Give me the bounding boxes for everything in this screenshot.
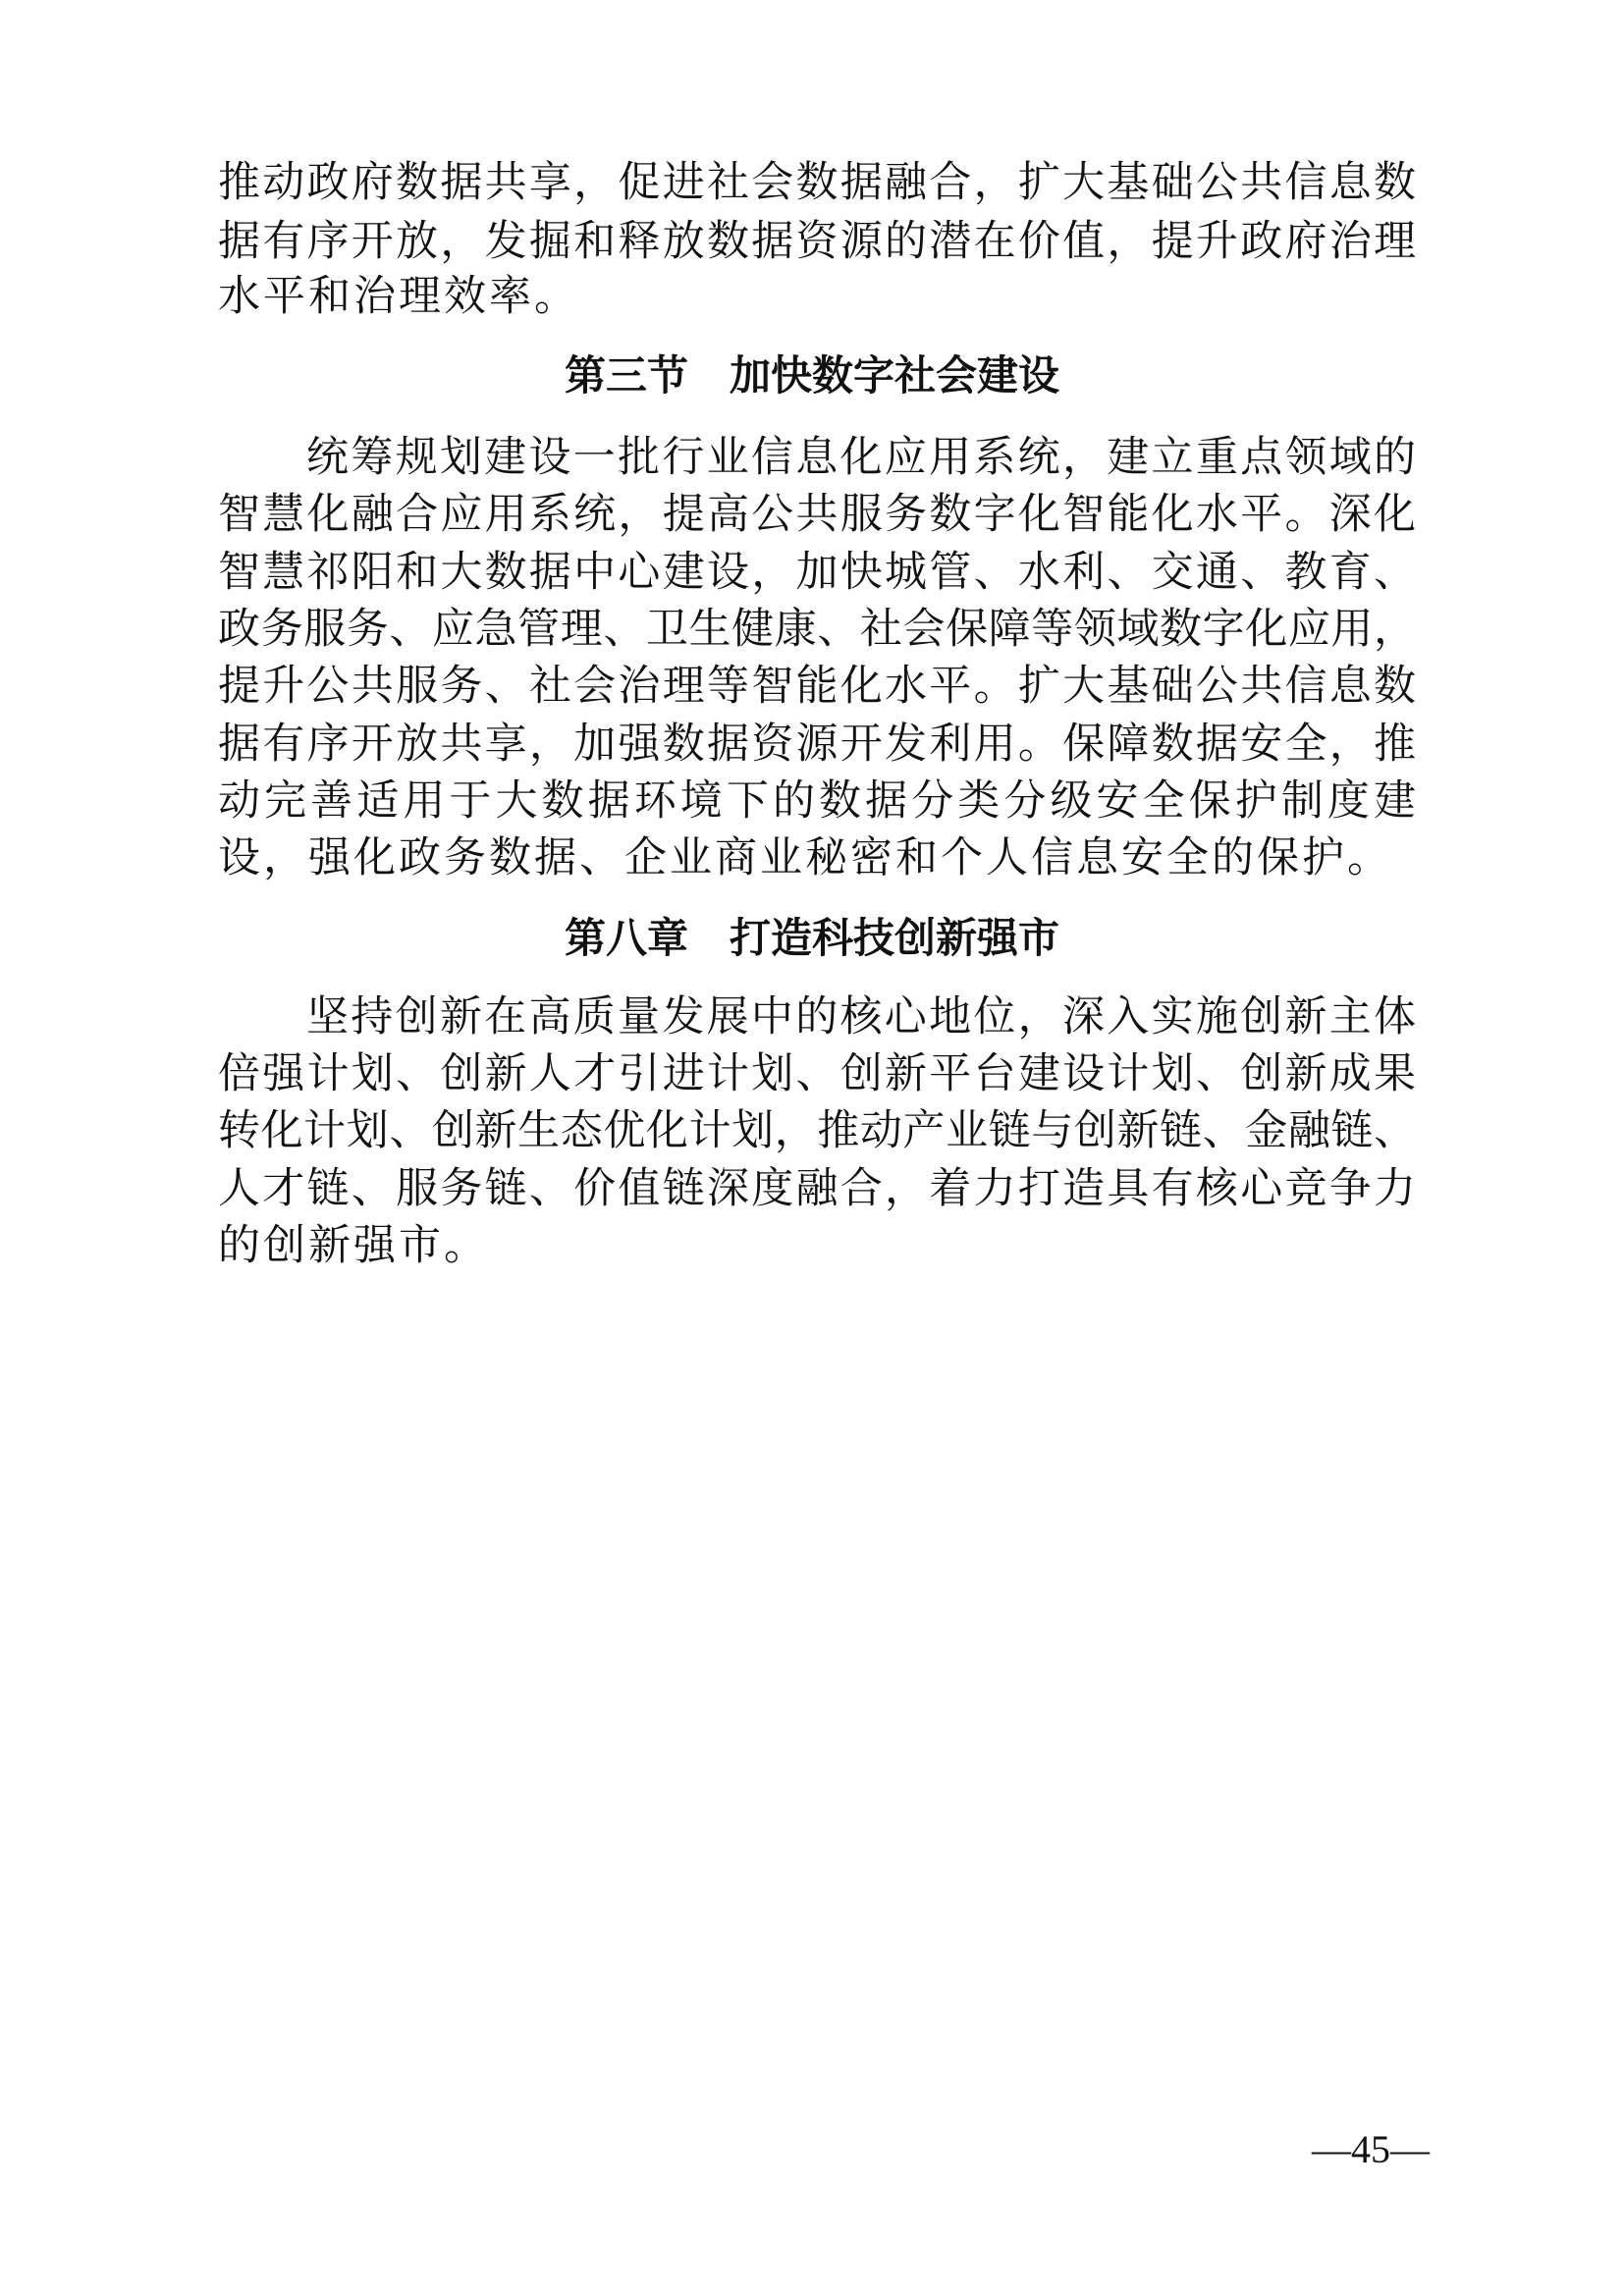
paragraph-line: 设，强化政务数据、企业商业秘密和个人信息安全的保护。 [218,833,1392,882]
paragraph-line: 人才链、服务链、价值链深度融合，着力打造具有核心竞争力 [218,1164,1416,1213]
paragraph-line: 转化计划、创新生态优化计划，推动产业链与创新链、金融链、 [218,1106,1416,1155]
paragraph-line: 据有序开放共享，加强数据资源开发利用。保障数据安全，推 [218,720,1416,769]
paragraph-line: 提升公共服务、社会治理等智能化水平。扩大基础公共信息数 [218,662,1416,711]
paragraph-line: 动完善适用于大数据环境下的数据分类分级安全保护制度建 [218,776,1416,826]
paragraph-line: 水平和治理效率。 [218,272,579,321]
paragraph-line: 政务服务、应急管理、卫生健康、社会保障等领域数字化应用， [218,605,1416,654]
paragraph-line: 统筹规划建设一批行业信息化应用系统，建立重点领域的 [306,433,1416,482]
section-heading: 第三节 加快数字社会建设 [564,351,1059,400]
chapter-heading: 第八章 打造科技创新强市 [564,914,1059,962]
paragraph-line: 坚持创新在高质量发展中的核心地位，深入实施创新主体 [306,992,1416,1041]
paragraph-line: 据有序开放，发掘和释放数据资源的潜在价值，提升政府治理 [218,217,1416,266]
paragraph-line: 推动政府数据共享，促进社会数据融合，扩大基础公共信息数 [218,158,1416,207]
paragraph-line: 倍强计划、创新人才引进计划、创新平台建设计划、创新成果 [218,1049,1416,1098]
paragraph-line: 的创新强市。 [218,1221,489,1270]
paragraph-line: 智慧化融合应用系统，提高公共服务数字化智能化水平。深化 [218,490,1416,539]
page-number: —45— [1312,2127,1430,2171]
paragraph-line: 智慧祁阳和大数据中心建设，加快城管、水利、交通、教育、 [218,548,1416,597]
